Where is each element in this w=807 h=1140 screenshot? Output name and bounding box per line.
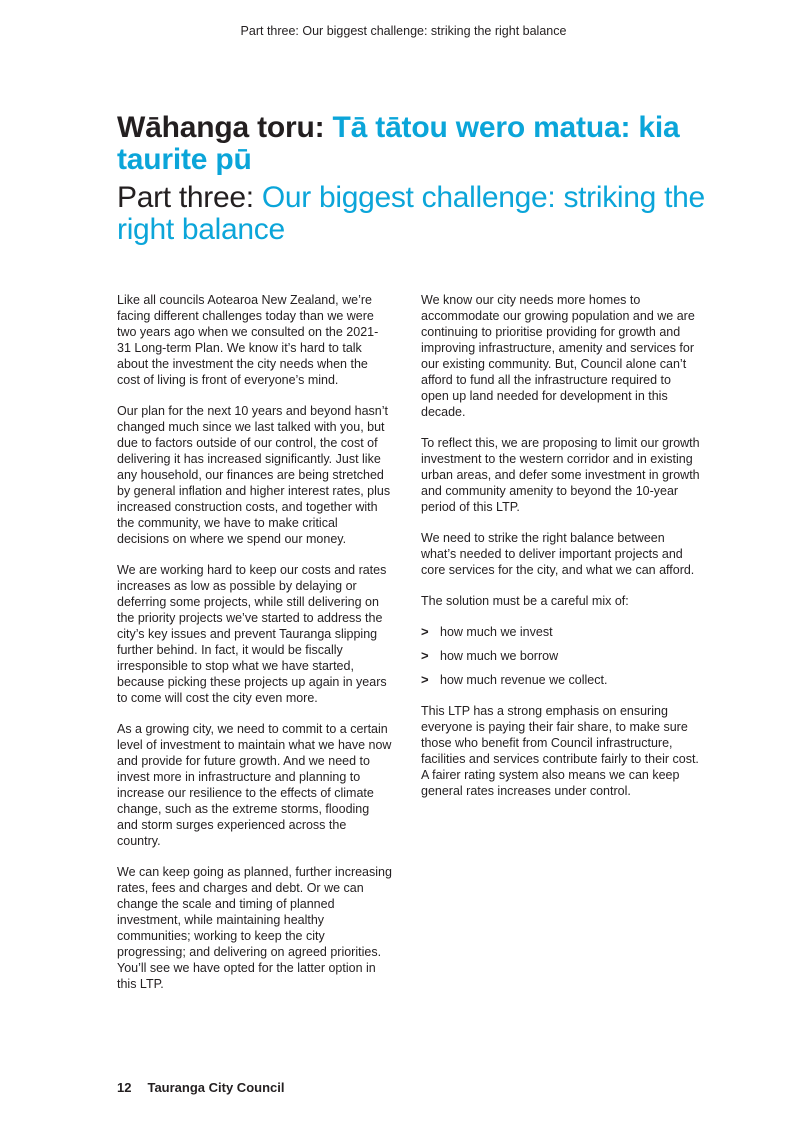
paragraph: This LTP has a strong emphasis on ensuring everyone is paying their fair share, to make sure those who benefit from Council infrastructure, facilities and services contribute fairly to their cost. A fairer rating system also means we can keep general rates increases under control. (421, 704, 699, 798)
paragraph: We need to strike the right balance between what’s needed to deliver important projects and core services for the city, and what we can afford. (421, 531, 695, 577)
chevron-right-icon: > (421, 624, 429, 639)
paragraph: We can keep going as planned, further increasing rates, fees and charges and debt. Or we can change the scale and timing of planned investment, while maintaining healthy communities; working to keep the city progressing; and delivering on agreed priorities. You’ll see we have opted for the latter option in this LTP. (117, 865, 392, 991)
title-maori-prefix: Wāhanga toru: (117, 111, 333, 144)
list-item-text: how much we borrow (440, 649, 559, 663)
chevron-right-icon: > (421, 672, 429, 687)
bullet-list (421, 624, 701, 688)
paragraph: To reflect this, we are proposing to limit our growth investment to the western corridor and in existing urban areas, and defer some investment in growth and community amenity to beyond the 10-year period of this LTP. (421, 436, 700, 514)
paragraph: We know our city needs more homes to accommodate our growing population and we are continuing to prioritise providing for growth and improving infrastructure, amenity and services for our existing community. But, Council alone can’t afford to fund all the infrastructure required to open up land needed for development in this decade. (421, 293, 695, 419)
list-item-text: how much we invest (440, 625, 553, 639)
list-item (421, 648, 701, 664)
list-item (421, 672, 701, 688)
title-maori-accent: Tā tātou wero matua: kia taurite pū (117, 111, 680, 176)
title-english-prefix: Part three: (117, 181, 262, 214)
list-item-text: how much revenue we collect. (440, 673, 608, 687)
paragraph: As a growing city, we need to commit to a certain level of investment to maintain what we have now and provide for future growth. And we need to invest more in infrastructure and planning to increase our resilience to the effects of climate change, such as the extreme storms, flooding and storm surges experienced across the country. (117, 722, 392, 848)
left-column (117, 292, 392, 1007)
paragraph: The solution must be a careful mix of: (421, 594, 629, 608)
right-column (421, 292, 701, 814)
page-title-maori (117, 112, 717, 176)
page-titles (117, 112, 717, 246)
running-head: Part three: Our biggest challenge: striking the right balance (240, 24, 567, 38)
chevron-right-icon: > (421, 648, 429, 663)
list-item (421, 624, 701, 640)
page-title-english (117, 182, 717, 246)
page-footer (117, 1080, 284, 1095)
paragraph: We are working hard to keep our costs and rates increases as low as possible by delaying or deferring some projects, while still delivering on the priority projects we’ve started to address the city’s key issues and prevent Tauranga slipping further behind. In fact, it would be fiscally irresponsible to stop what we have started, because picking these projects up again in years to come will cost the city even more. (117, 563, 387, 705)
page-number: 12 (117, 1080, 132, 1095)
paragraph: Our plan for the next 10 years and beyond hasn’t changed much since we last talked with you, but due to factors outside of our control, the cost of delivering it has increased significantly. Just like any household, our finances are being stretched by general inflation and higher interest rates, plus increased construction costs, and together with the community, we have to make critical decisions on where we spend our money. (117, 404, 391, 546)
paragraph: Like all councils Aotearoa New Zealand, we’re facing different challenges today than we were two years ago when we consulted on the 2021-31 Long-term Plan. We know it’s hard to talk about the investment the city needs when the cost of living is front of everyone’s mind. (117, 293, 379, 387)
title-english-accent: Our biggest challenge: striking the right balance (117, 181, 705, 246)
organisation-name: Tauranga City Council (147, 1080, 285, 1095)
